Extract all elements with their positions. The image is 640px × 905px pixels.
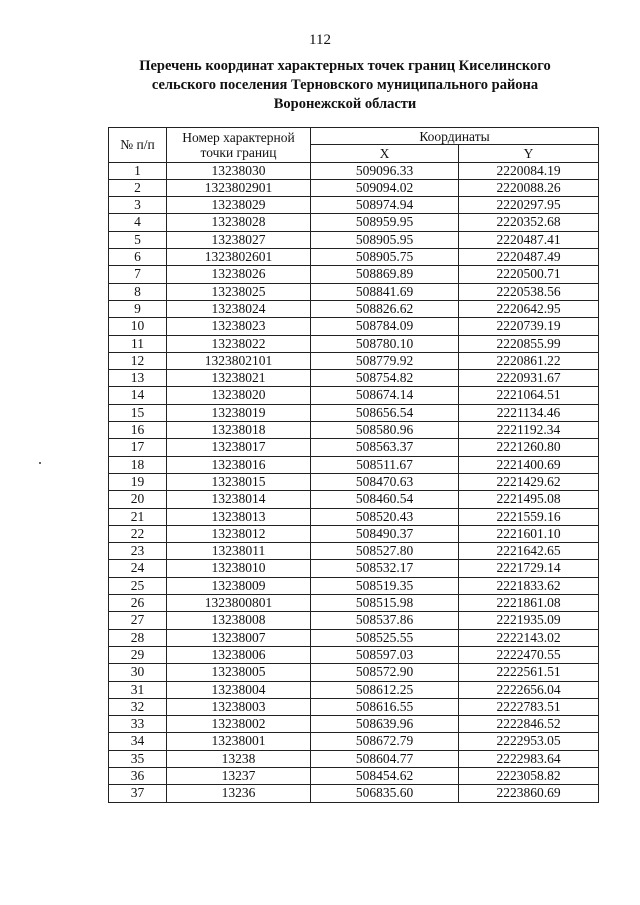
table-row: [109, 214, 599, 231]
cell-y: 2222656.04: [459, 681, 599, 698]
cell-num: 20: [109, 491, 167, 508]
cell-num: 6: [109, 249, 167, 266]
cell-y: 2220500.71: [459, 266, 599, 283]
cell-num: 34: [109, 733, 167, 750]
cell-y: 2221495.08: [459, 491, 599, 508]
cell-num: 5: [109, 231, 167, 248]
cell-y: 2222561.51: [459, 664, 599, 681]
title-line-2: сельского поселения Терновского муниципального района: [151, 77, 539, 93]
table-row: [109, 266, 599, 283]
cell-y: 2220855.99: [459, 335, 599, 352]
cell-point: 13238015: [167, 473, 311, 490]
cell-x: 506835.60: [311, 785, 459, 802]
table-row: [109, 249, 599, 266]
table-row: [109, 352, 599, 369]
table-row: [109, 750, 599, 767]
table-row: [109, 785, 599, 802]
cell-num: 32: [109, 698, 167, 715]
cell-num: 15: [109, 404, 167, 421]
table-row: [109, 283, 599, 300]
cell-point: 13238005: [167, 664, 311, 681]
cell-num: 7: [109, 266, 167, 283]
cell-y: 2221559.16: [459, 508, 599, 525]
cell-y: 2220538.56: [459, 283, 599, 300]
cell-y: 2221400.69: [459, 456, 599, 473]
cell-x: 508905.95: [311, 231, 459, 248]
cell-x: 508905.75: [311, 249, 459, 266]
table-row: [109, 197, 599, 214]
cell-x: 508525.55: [311, 629, 459, 646]
table-row: [109, 646, 599, 663]
cell-num: 26: [109, 595, 167, 612]
table-row: [109, 439, 599, 456]
cell-num: 29: [109, 646, 167, 663]
cell-x: 508639.96: [311, 716, 459, 733]
cell-num: 22: [109, 525, 167, 542]
cell-x: 508460.54: [311, 491, 459, 508]
coordinates-table: [108, 127, 599, 803]
cell-point: 13238014: [167, 491, 311, 508]
cell-x: 509096.33: [311, 162, 459, 179]
cell-num: 16: [109, 422, 167, 439]
cell-point: 1323800801: [167, 595, 311, 612]
cell-num: 33: [109, 716, 167, 733]
cell-y: 2220487.49: [459, 249, 599, 266]
cell-y: 2221861.08: [459, 595, 599, 612]
table-row: [109, 733, 599, 750]
cell-y: 2222953.05: [459, 733, 599, 750]
cell-y: 2221935.09: [459, 612, 599, 629]
cell-y: 2220931.67: [459, 370, 599, 387]
cell-point: 13238009: [167, 577, 311, 594]
cell-y: 2223860.69: [459, 785, 599, 802]
cell-point: 1323802101: [167, 352, 311, 369]
cell-x: 508826.62: [311, 300, 459, 317]
cell-point: 13238026: [167, 266, 311, 283]
cell-point: 1323802601: [167, 249, 311, 266]
cell-point: 13238: [167, 750, 311, 767]
cell-point: 13238008: [167, 612, 311, 629]
cell-point: 13238016: [167, 456, 311, 473]
cell-point: 13238007: [167, 629, 311, 646]
cell-x: 508612.25: [311, 681, 459, 698]
table-header-row: [109, 128, 599, 145]
cell-y: 2221429.62: [459, 473, 599, 490]
table-row: [109, 300, 599, 317]
cell-num: 10: [109, 318, 167, 335]
cell-y: 2221833.62: [459, 577, 599, 594]
cell-x: 508563.37: [311, 439, 459, 456]
table-row: [109, 629, 599, 646]
cell-x: 508674.14: [311, 387, 459, 404]
cell-x: 508656.54: [311, 404, 459, 421]
cell-y: 2221064.51: [459, 387, 599, 404]
table-row: [109, 179, 599, 196]
cell-point: 13236: [167, 785, 311, 802]
cell-num: 4: [109, 214, 167, 231]
table-row: [109, 335, 599, 352]
cell-num: 18: [109, 456, 167, 473]
table-row: [109, 664, 599, 681]
header-coords: Координаты: [311, 128, 599, 145]
page-number: 112: [309, 32, 331, 48]
cell-point: 13238022: [167, 335, 311, 352]
cell-x: 508616.55: [311, 698, 459, 715]
cell-point: 13238027: [167, 231, 311, 248]
cell-x: 508604.77: [311, 750, 459, 767]
cell-y: 2220642.95: [459, 300, 599, 317]
cell-point: 13238004: [167, 681, 311, 698]
cell-num: 8: [109, 283, 167, 300]
table-row: [109, 162, 599, 179]
cell-y: 2220739.19: [459, 318, 599, 335]
cell-x: 508520.43: [311, 508, 459, 525]
table-row: [109, 698, 599, 715]
cell-x: 508597.03: [311, 646, 459, 663]
cell-num: 12: [109, 352, 167, 369]
header-x: X: [311, 145, 459, 162]
table-row: [109, 681, 599, 698]
cell-num: 25: [109, 577, 167, 594]
cell-y: 2221642.65: [459, 543, 599, 560]
cell-num: 31: [109, 681, 167, 698]
cell-num: 24: [109, 560, 167, 577]
cell-point: 13238029: [167, 197, 311, 214]
cell-num: 1: [109, 162, 167, 179]
title-line-3: Воронежской области: [273, 96, 417, 112]
cell-num: 37: [109, 785, 167, 802]
cell-x: 508754.82: [311, 370, 459, 387]
table-row: [109, 543, 599, 560]
cell-y: 2222983.64: [459, 750, 599, 767]
cell-num: 2: [109, 179, 167, 196]
cell-x: 508454.62: [311, 767, 459, 784]
table-row: [109, 231, 599, 248]
cell-point: 13238019: [167, 404, 311, 421]
cell-x: 508959.95: [311, 214, 459, 231]
cell-x: 508779.92: [311, 352, 459, 369]
cell-num: 9: [109, 300, 167, 317]
cell-y: 2221729.14: [459, 560, 599, 577]
table-row: [109, 387, 599, 404]
table-row: [109, 577, 599, 594]
cell-num: 28: [109, 629, 167, 646]
cell-point: 13238001: [167, 733, 311, 750]
table-row: [109, 560, 599, 577]
title-line-1: Перечень координат характерных точек границ Киселинского: [139, 58, 551, 74]
cell-x: 508784.09: [311, 318, 459, 335]
cell-x: 508470.63: [311, 473, 459, 490]
cell-point: 13238024: [167, 300, 311, 317]
cell-y: 2222783.51: [459, 698, 599, 715]
cell-num: 17: [109, 439, 167, 456]
table-body: [109, 162, 599, 802]
cell-y: 2222846.52: [459, 716, 599, 733]
cell-num: 21: [109, 508, 167, 525]
table-row: [109, 404, 599, 421]
cell-x: 508974.94: [311, 197, 459, 214]
cell-y: 2222143.02: [459, 629, 599, 646]
cell-y: 2220487.41: [459, 231, 599, 248]
scan-speck: [39, 462, 41, 464]
table-row: [109, 595, 599, 612]
cell-point: 13238003: [167, 698, 311, 715]
cell-num: 3: [109, 197, 167, 214]
cell-x: 508869.89: [311, 266, 459, 283]
cell-x: 508532.17: [311, 560, 459, 577]
cell-x: 508672.79: [311, 733, 459, 750]
table-row: [109, 370, 599, 387]
cell-x: 508780.10: [311, 335, 459, 352]
document-title: [110, 57, 580, 114]
cell-num: 13: [109, 370, 167, 387]
cell-point: 13238002: [167, 716, 311, 733]
cell-num: 30: [109, 664, 167, 681]
cell-num: 19: [109, 473, 167, 490]
cell-point: 13238025: [167, 283, 311, 300]
table-row: [109, 767, 599, 784]
cell-point: 13238020: [167, 387, 311, 404]
cell-y: 2220297.95: [459, 197, 599, 214]
cell-point: 13238013: [167, 508, 311, 525]
cell-x: 508490.37: [311, 525, 459, 542]
header-num: № п/п: [109, 128, 167, 163]
cell-x: 508572.90: [311, 664, 459, 681]
cell-x: 508515.98: [311, 595, 459, 612]
cell-y: 2223058.82: [459, 767, 599, 784]
table-row: [109, 456, 599, 473]
cell-num: 11: [109, 335, 167, 352]
cell-x: 509094.02: [311, 179, 459, 196]
cell-point: 13238030: [167, 162, 311, 179]
cell-y: 2220088.26: [459, 179, 599, 196]
cell-point: 13238010: [167, 560, 311, 577]
cell-num: 35: [109, 750, 167, 767]
cell-y: 2221601.10: [459, 525, 599, 542]
cell-x: 508580.96: [311, 422, 459, 439]
table-row: [109, 473, 599, 490]
cell-point: 13238017: [167, 439, 311, 456]
cell-point: 13238012: [167, 525, 311, 542]
table-row: [109, 612, 599, 629]
table-row: [109, 508, 599, 525]
cell-y: 2220352.68: [459, 214, 599, 231]
cell-point: 13238018: [167, 422, 311, 439]
cell-y: 2221260.80: [459, 439, 599, 456]
cell-y: 2220861.22: [459, 352, 599, 369]
cell-y: 2221134.46: [459, 404, 599, 421]
cell-point: 1323802901: [167, 179, 311, 196]
cell-y: 2220084.19: [459, 162, 599, 179]
cell-x: 508511.67: [311, 456, 459, 473]
table-row: [109, 422, 599, 439]
cell-num: 23: [109, 543, 167, 560]
cell-point: 13238021: [167, 370, 311, 387]
cell-point: 13238023: [167, 318, 311, 335]
cell-num: 27: [109, 612, 167, 629]
cell-x: 508841.69: [311, 283, 459, 300]
table-row: [109, 716, 599, 733]
cell-point: 13237: [167, 767, 311, 784]
cell-y: 2221192.34: [459, 422, 599, 439]
cell-point: 13238028: [167, 214, 311, 231]
cell-num: 14: [109, 387, 167, 404]
cell-x: 508537.86: [311, 612, 459, 629]
table-row: [109, 318, 599, 335]
header-point: Номер характерной точки границ: [167, 128, 311, 163]
cell-point: 13238011: [167, 543, 311, 560]
header-y: Y: [459, 145, 599, 162]
table-row: [109, 525, 599, 542]
cell-y: 2222470.55: [459, 646, 599, 663]
cell-x: 508519.35: [311, 577, 459, 594]
table-row: [109, 491, 599, 508]
cell-point: 13238006: [167, 646, 311, 663]
cell-num: 36: [109, 767, 167, 784]
cell-x: 508527.80: [311, 543, 459, 560]
